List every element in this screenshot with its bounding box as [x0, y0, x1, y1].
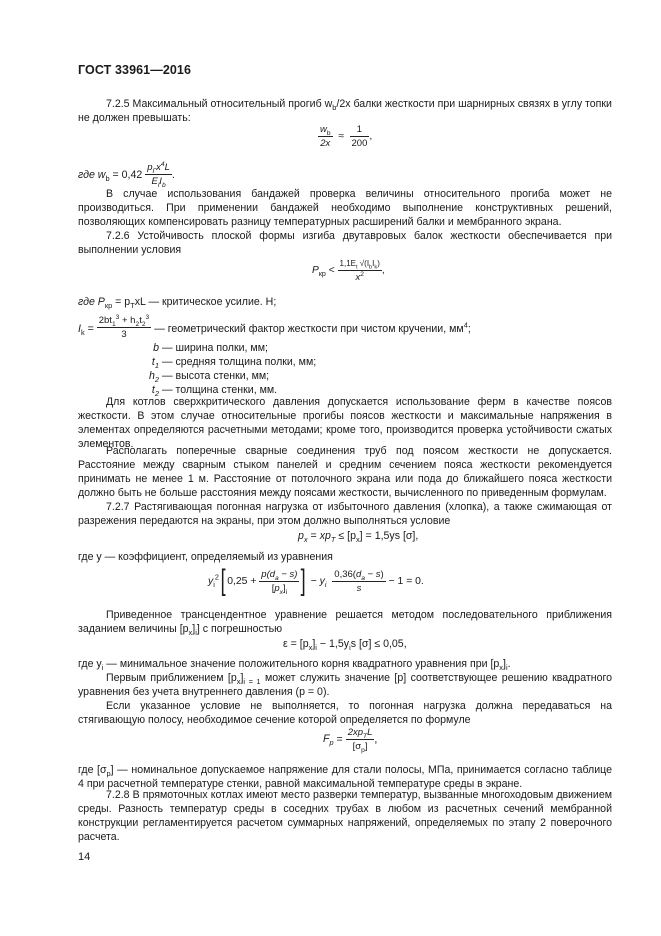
- variables-list: [145, 341, 316, 397]
- equation-deflection: $\frac{w_b}{2x}$ ≈ $\frac{1}{200}$ ,: [320, 124, 373, 149]
- paragraph-bandage: В случае использования бандажей проверка величины относительного прогиба может не производиться. При применении бандажей необходимо выполнение конструктивных решений, позволяющих компенсировать разницу температурных расширений балки и мембранного экрана.: [78, 188, 612, 228]
- document-header: ГОСТ 33961—2016: [78, 63, 192, 77]
- where-y: где y — коэффициент, определяемый из уравнения: [78, 551, 333, 563]
- equation-pkr: $P_{кр}$ < $\frac{1,1E_t √(I_bI_k)}{x^2}$ ,: [312, 259, 385, 283]
- equation-y: $y_i^2$[ 0,25 + $\frac{p(d_a - s)}{[p_x]_i}$ ] − $y_i$ $\frac{0,36(d_a - s)}{s}$ − 1 = 0.: [208, 564, 424, 597]
- list-item: $h_2$ — высота стенки, мм;: [148, 370, 270, 385]
- equation-px: $p_x = xp_T \le [p_x] = 1,5ys$ [σ],: [298, 530, 419, 545]
- where-wb: где $w_b = 0,42$ $\frac{p_Гx^4L}{E_lI_b}$ .: [78, 160, 175, 189]
- paragraph-7-2-7: 7.2.7 Растягивающая погонная нагрузка от избыточного давления (хлопка), а также сжимающая от разрежения передаются на экраны, при этом должно выполняться условие: [78, 501, 612, 527]
- list-item: b — ширина полки, мм;: [153, 342, 268, 354]
- list-item: $t_2$ — толщина стенки, мм.: [151, 384, 278, 399]
- list-item: $t_1$ — средняя толщина полки, мм;: [151, 356, 317, 371]
- paragraph-welds: Располагать поперечные сварные соединения труб под поясом жесткости не допускается. Расстояние между сварным стыком панелей и средним сечением пояса жесткости рекомендуется принимать не менее 1 м. Расстояние от потолочного экрана или пода до ближайшего пояса жесткости должно быть не больше расстояния между поясами жесткости, вычисленного по приведенным формулам.: [78, 445, 612, 499]
- where-ik: $I_k$ = $\frac{2bt_1^3 + h_2t_2^3}{3}$ — геометрический фактор жесткости при чистом кручении, $мм^4$;: [78, 313, 471, 340]
- equation-fp: $F_p$ = $\frac{2xp_TL}{[\sigma_p]}$ ,: [323, 727, 378, 754]
- paragraph-7-2-6: 7.2.6 Устойчивость плоской формы изгиба двутавровых балок жесткости обеспечивается при выполнении условия: [78, 230, 612, 256]
- paragraph-if-not: Если указанное условие не выполняется, то погонная нагрузка должна передаваться на стягивающую полосу, необходимое сечение которой определяется по формуле: [78, 700, 612, 726]
- where-yi: где $y_i$ — минимальное значение положительного корня квадратного уравнения при $[p_x]_i$.: [78, 658, 511, 673]
- page-number: 14: [78, 851, 91, 863]
- paragraph-7-2-8: 7.2.8 В прямоточных котлах имеют место разверки температур, вызванные многоходовым движением среды. Разность температур среды в соседних трубах в любом из расчетных сечений мембранной конструкции регламентируется расчетом суммарных напряжений, определяемых по этапу 2 поверочного расчета.: [78, 789, 612, 843]
- equation-epsilon: $\varepsilon = [p_x]_i - 1,5y_is$ [σ] ≤ 0,05,: [283, 638, 407, 653]
- where-pkr: где $P_{кр} = p_TxL$ — критическое усилие. Н;: [78, 296, 277, 311]
- paragraph-first-approx: Первым приближением $[p_x]_{i = 1}$ может служить значение [p] соответствующее решению квадратного уравнения без учета внутреннего давления (p = 0).: [78, 672, 612, 698]
- paragraph-7-2-5: 7.2.5 Максимальный относительный прогиб $w_b/2x$ балки жесткости при шарнирных связях в углу топки не должен превышать:: [78, 98, 612, 124]
- paragraph-transcendent: Приведенное трансцендентное уравнение решается методом последовательного приближения заданием величины $[p_x]_i$] с погрешностью: [78, 609, 612, 638]
- paragraph-supercritical: Для котлов сверхкритического давления допускается использование ферм в качестве поясов жесткости. В этом случае относительные прогибы поясов жесткости и максимальные напряжения в элементах определяются расчетными методами; кроме того, производится проверка устойчивости сжатых элементов.: [78, 396, 612, 450]
- where-sigma: где $[\sigma_p]$ — номинальное допускаемое напряжение для стали полосы, МПа, принимается согласно таблице 4 при расчетной температуре стенки, равной максимальной температуре среды в экране.: [78, 764, 613, 790]
